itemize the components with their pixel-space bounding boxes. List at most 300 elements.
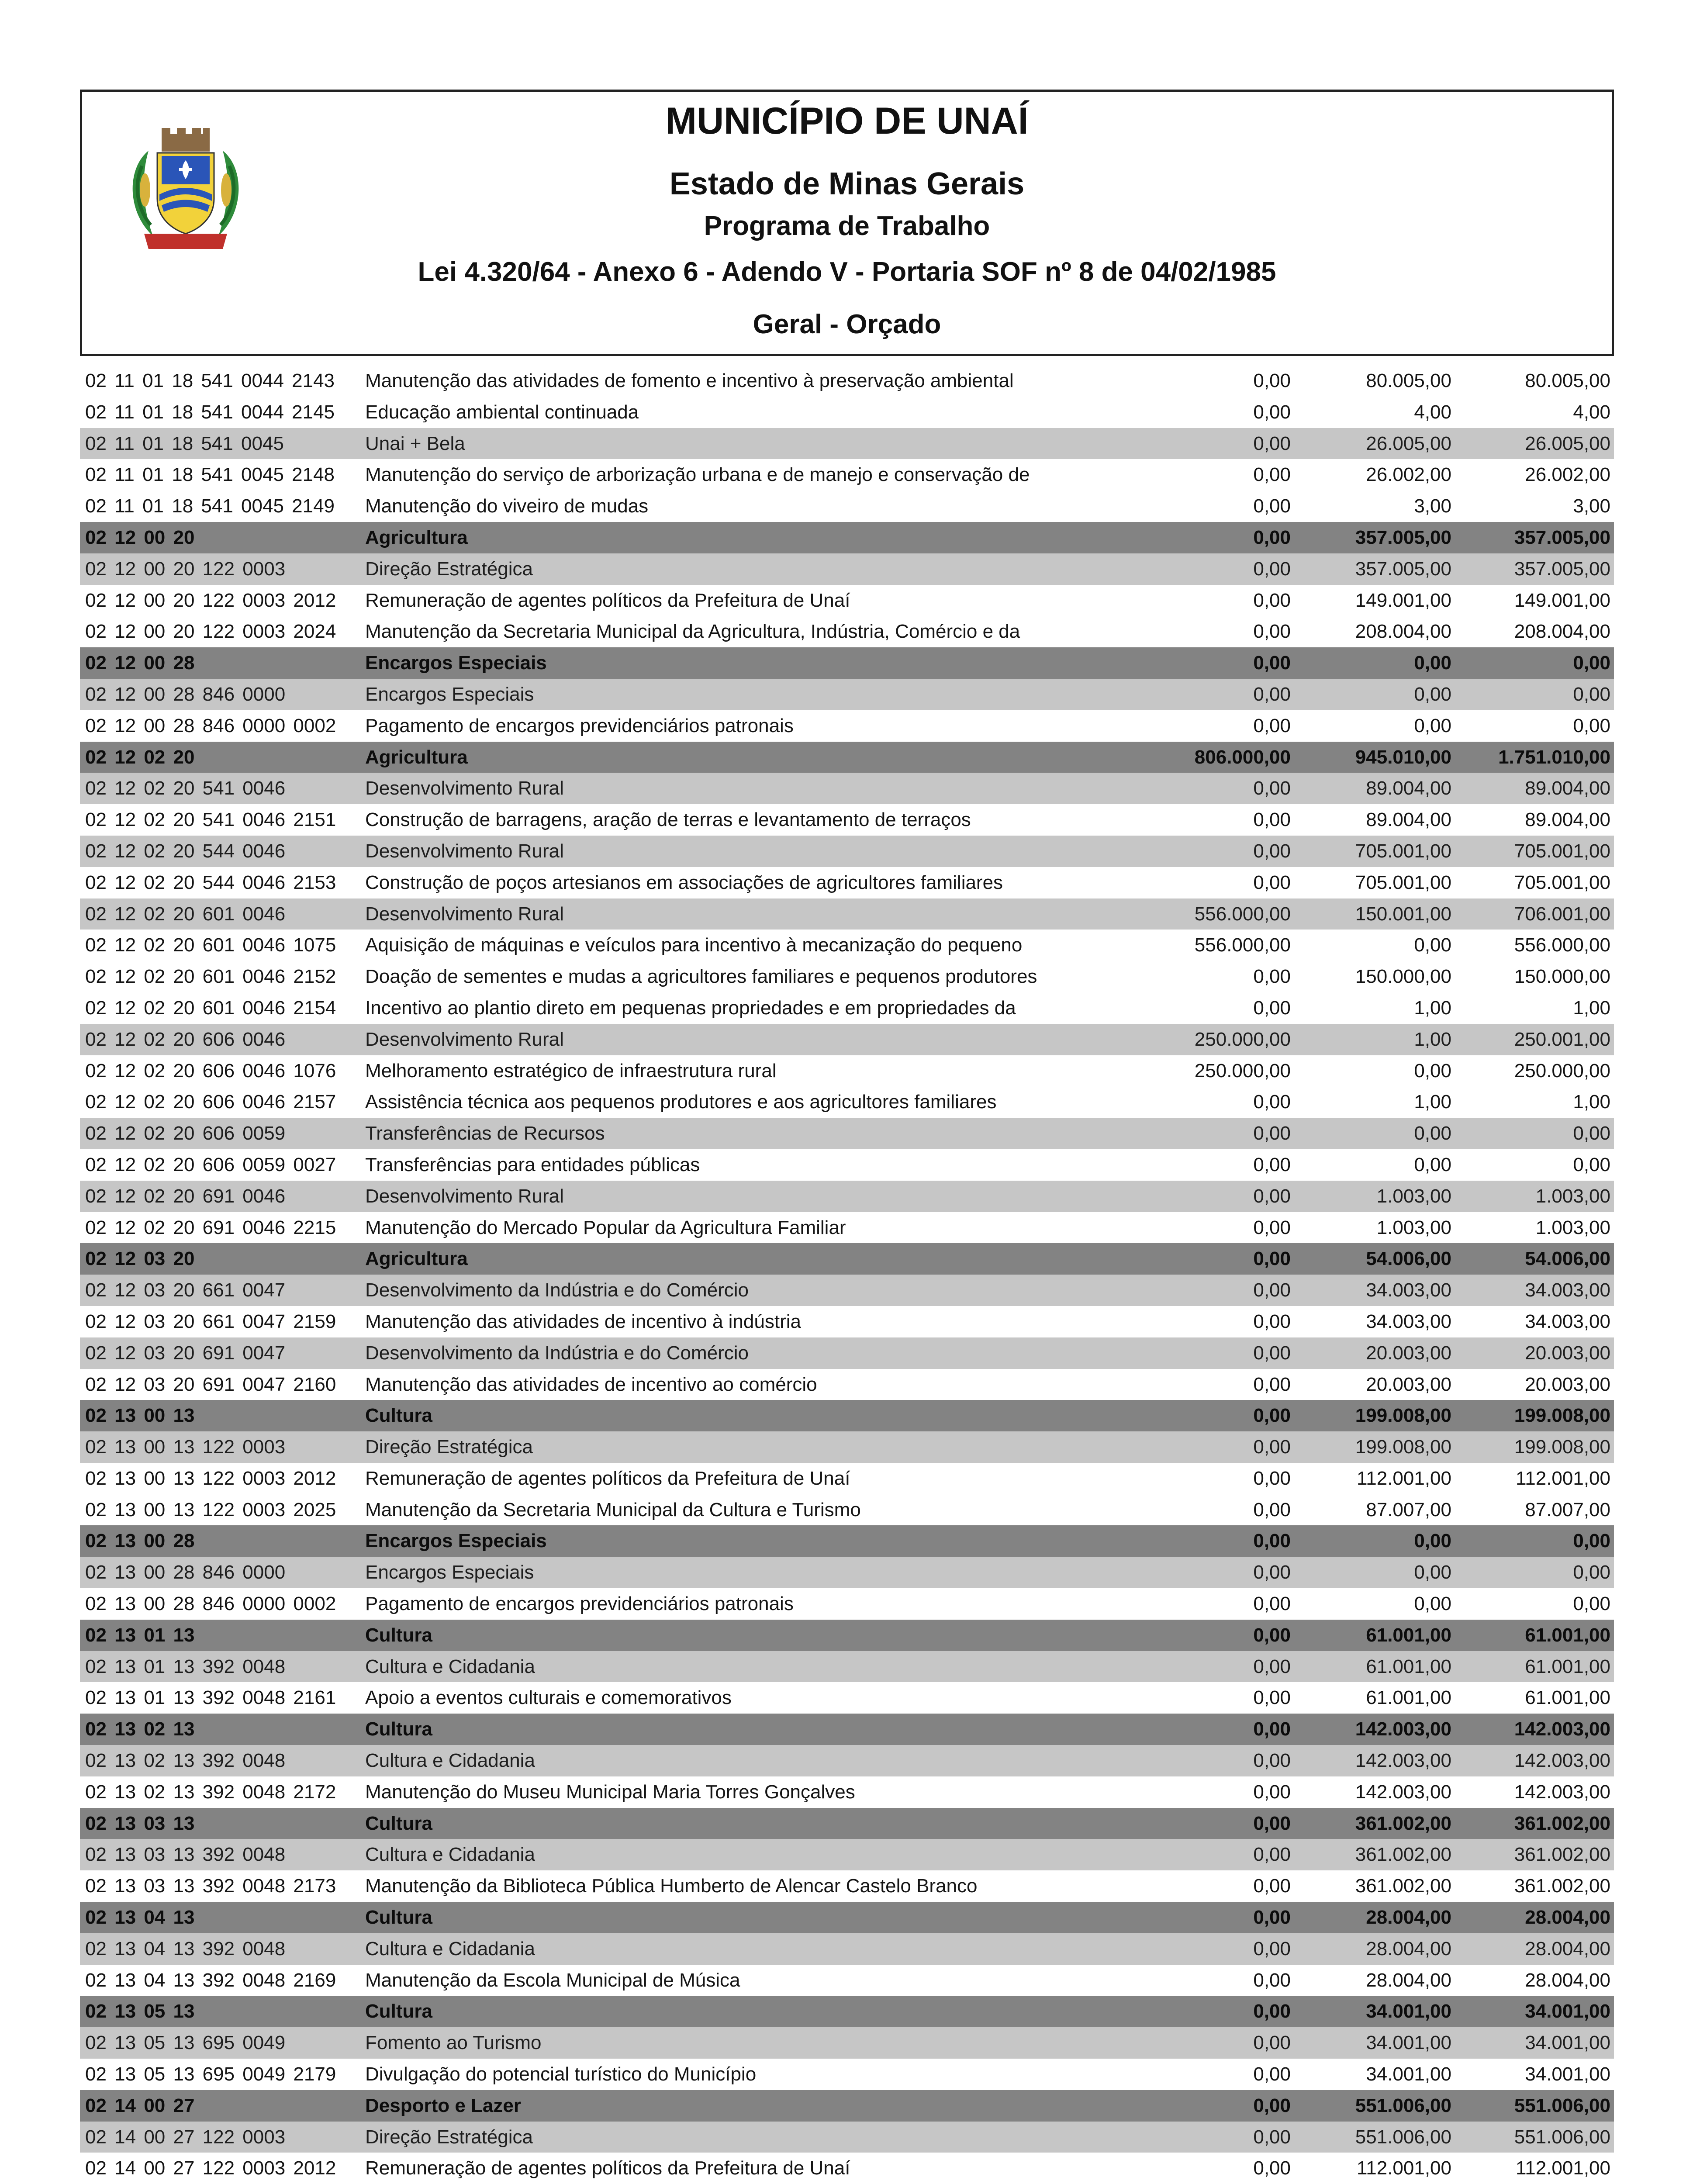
value-total: 150.000,00 [1514,966,1610,988]
subtotal-row [80,836,1614,867]
value-column-2: 0,00 [1414,1060,1451,1082]
value-column-1: 0,00 [1253,1499,1291,1521]
row-description: Direção Estratégica [365,558,533,580]
program-code: 02 13 00 28 [85,1530,195,1552]
value-column-2: 150.000,00 [1355,966,1451,988]
program-code: 02 13 02 13 392 0048 [85,1750,286,1772]
subtotal-row [80,1181,1614,1212]
value-column-2: 1.003,00 [1376,1185,1451,1207]
value-column-2: 142.003,00 [1355,1750,1451,1772]
value-column-1: 0,00 [1253,1279,1291,1301]
value-total: 361.002,00 [1514,1812,1610,1834]
subtotal-row [80,1839,1614,1870]
program-code: 02 13 03 13 392 0048 [85,1844,286,1866]
value-column-1: 0,00 [1253,1310,1291,1332]
value-total: 1.003,00 [1535,1185,1610,1207]
value-total: 361.002,00 [1514,1844,1610,1866]
value-total: 3,00 [1573,495,1610,517]
program-code: 02 13 04 13 [85,1907,195,1928]
group-row [80,1243,1614,1275]
value-total: 4,00 [1573,401,1610,423]
row-description: Manutenção do viveiro de mudas [365,495,649,517]
table-row [80,2059,1614,2090]
row-description: Desenvolvimento Rural [365,840,564,862]
value-total: 34.001,00 [1525,2063,1610,2085]
value-column-1: 0,00 [1253,621,1291,643]
value-total: 357.005,00 [1514,526,1610,548]
value-column-1: 0,00 [1253,558,1291,580]
value-column-2: 61.001,00 [1366,1687,1451,1709]
table-row [80,1965,1614,1996]
program-code: 02 11 01 18 541 0044 2143 [85,370,335,391]
value-column-1: 0,00 [1253,2001,1291,2022]
value-column-1: 0,00 [1253,526,1291,548]
value-total: 361.002,00 [1514,1875,1610,1897]
row-description: Transferências para entidades públicas [365,1154,700,1175]
row-description: Cultura [365,1812,432,1834]
value-column-2: 551.006,00 [1355,2094,1451,2116]
value-column-1: 0,00 [1253,1844,1291,1866]
row-description: Assistência técnica aos pequenos produtores e aos agricultores familiares [365,1091,997,1113]
value-column-2: 199.008,00 [1355,1436,1451,1458]
row-description: Cultura [365,1907,432,1928]
row-description: Desenvolvimento Rural [365,903,564,925]
table-row [80,491,1614,522]
subtotal-row [80,1024,1614,1055]
value-total: 250.000,00 [1514,1060,1610,1082]
program-code: 02 12 02 20 691 0046 [85,1185,286,1207]
value-column-2: 551.006,00 [1355,2126,1451,2148]
value-column-1: 0,00 [1253,589,1291,611]
value-column-1: 0,00 [1253,1687,1291,1709]
table-row [80,365,1614,397]
value-column-2: 4,00 [1414,401,1451,423]
row-description: Construção de barragens, aração de terras e levantamento de terraços [365,809,971,831]
value-column-2: 26.002,00 [1366,464,1451,486]
group-row [80,2090,1614,2122]
budget-table [80,365,1614,2184]
value-total: 112.001,00 [1516,2157,1610,2179]
program-code: 02 12 02 20 601 0046 [85,903,286,925]
value-column-2: 150.001,00 [1355,903,1451,925]
subtotal-row [80,1933,1614,1965]
subtotal-row [80,2027,1614,2059]
table-row [80,2153,1614,2184]
state-title: Estado de Minas Gerais [669,166,1025,201]
value-total: 357.005,00 [1514,558,1610,580]
row-description: Manutenção da Secretaria Municipal da Agricultura, Indústria, Comércio e da [365,621,1020,643]
value-column-2: 705.001,00 [1355,871,1451,893]
value-column-2: 208.004,00 [1355,621,1451,643]
row-description: Encargos Especiais [365,683,534,705]
value-column-2: 199.008,00 [1355,1405,1451,1427]
table-row [80,1369,1614,1400]
row-description: Manutenção da Secretaria Municipal da Cultura e Turismo [365,1499,861,1521]
value-column-2: 34.001,00 [1366,2032,1451,2054]
law-reference: Lei 4.320/64 - Anexo 6 - Adendo V - Portaria SOF nº 8 de 04/02/1985 [418,257,1276,287]
value-column-2: 945.010,00 [1355,746,1451,768]
value-total: 556.000,00 [1514,934,1610,956]
value-column-2: 142.003,00 [1355,1781,1451,1803]
row-description: Desenvolvimento Rural [365,778,564,799]
value-total: 208.004,00 [1514,621,1610,643]
program-code: 02 12 02 20 601 0046 1075 [85,934,336,956]
value-column-2: 142.003,00 [1355,1718,1451,1740]
group-row [80,1620,1614,1651]
value-column-2: 0,00 [1414,1154,1451,1175]
group-row [80,1714,1614,1745]
row-description: Cultura [365,2001,432,2022]
row-description: Encargos Especiais [365,1562,534,1583]
value-column-2: 0,00 [1414,1530,1451,1552]
value-column-1: 0,00 [1253,370,1291,391]
program-code: 02 12 02 20 544 0046 [85,840,286,862]
value-column-2: 61.001,00 [1366,1655,1451,1677]
program-code: 02 12 00 20 122 0003 [85,558,286,580]
value-column-2: 0,00 [1414,683,1451,705]
program-code: 02 13 01 13 392 0048 [85,1655,286,1677]
value-total: 705.001,00 [1514,871,1610,893]
value-column-2: 34.001,00 [1366,2001,1451,2022]
value-column-1: 0,00 [1253,1624,1291,1646]
value-total: 142.003,00 [1514,1750,1610,1772]
program-code: 02 13 00 13 122 0003 2025 [85,1499,336,1521]
program-code: 02 12 02 20 606 0046 1076 [85,1060,336,1082]
value-total: 0,00 [1573,1530,1610,1552]
value-column-1: 0,00 [1253,809,1291,831]
value-column-2: 28.004,00 [1366,1969,1451,1991]
table-row [80,930,1614,961]
row-description: Desporto e Lazer [365,2094,521,2116]
group-row [80,1525,1614,1557]
program-code: 02 13 04 13 392 0048 2169 [85,1969,336,1991]
value-column-1: 0,00 [1253,1373,1291,1395]
value-column-1: 0,00 [1253,1655,1291,1677]
value-total: 61.001,00 [1525,1687,1610,1709]
value-column-2: 28.004,00 [1366,1907,1451,1928]
subtotal-row [80,679,1614,710]
value-total: 87.007,00 [1525,1499,1610,1521]
value-column-2: 0,00 [1414,1562,1451,1583]
row-description: Desenvolvimento Rural [365,1028,564,1050]
value-total: 142.003,00 [1514,1781,1610,1803]
program-code: 02 12 02 20 606 0046 [85,1028,286,1050]
value-column-1: 0,00 [1253,1907,1291,1928]
value-column-1: 0,00 [1253,1562,1291,1583]
table-row [80,616,1614,647]
subtotal-row [80,553,1614,585]
value-column-1: 556.000,00 [1194,903,1291,925]
program-title: Programa de Trabalho [704,211,990,241]
table-row [80,397,1614,428]
value-total: 20.003,00 [1525,1342,1610,1364]
value-total: 0,00 [1573,1562,1610,1583]
program-code: 02 12 00 28 846 0000 0002 [85,715,336,736]
row-description: Manutenção das atividades de incentivo à indústria [365,1310,801,1332]
value-column-2: 1,00 [1414,1028,1451,1050]
value-column-1: 0,00 [1253,1812,1291,1834]
value-column-2: 1,00 [1414,1091,1451,1113]
value-column-1: 0,00 [1253,966,1291,988]
group-row [80,1996,1614,2027]
value-total: 61.001,00 [1525,1624,1610,1646]
table-row [80,710,1614,742]
value-column-1: 0,00 [1253,1875,1291,1897]
program-code: 02 12 00 20 122 0003 2024 [85,621,336,643]
value-column-1: 0,00 [1253,2126,1291,2148]
value-column-2: 0,00 [1414,934,1451,956]
value-column-2: 0,00 [1414,652,1451,674]
value-column-1: 0,00 [1253,1938,1291,1959]
row-description: Manutenção das atividades de incentivo ao comércio [365,1373,817,1395]
program-code: 02 13 05 13 [85,2001,195,2022]
row-description: Encargos Especiais [365,1530,547,1552]
value-column-1: 0,00 [1253,840,1291,862]
value-column-1: 0,00 [1253,997,1291,1019]
value-column-2: 34.003,00 [1366,1310,1451,1332]
row-description: Transferências de Recursos [365,1123,605,1144]
table-row [80,459,1614,491]
table-row [80,867,1614,898]
row-description: Pagamento de encargos previdenciários patronais [365,1593,794,1615]
row-description: Manutenção da Escola Municipal de Música [365,1969,740,1991]
program-code: 02 13 00 28 846 0000 [85,1562,286,1583]
subtotal-row [80,428,1614,460]
program-code: 02 12 02 20 691 0046 2215 [85,1216,336,1238]
report-scope: Geral - Orçado [753,309,941,339]
table-row [80,585,1614,616]
value-column-1: 0,00 [1253,1216,1291,1238]
row-description: Manutenção da Biblioteca Pública Humberto de Alencar Castelo Branco [365,1875,978,1897]
value-column-1: 0,00 [1253,715,1291,736]
value-column-2: 357.005,00 [1355,558,1451,580]
program-code: 02 12 03 20 691 0047 2160 [85,1373,336,1395]
program-code: 02 12 03 20 [85,1248,195,1270]
value-column-2: 34.003,00 [1366,1279,1451,1301]
row-description: Incentivo ao plantio direto em pequenas propriedades e em propriedades da [365,997,1016,1019]
value-total: 250.001,00 [1514,1028,1610,1050]
table-row [80,1055,1614,1087]
value-total: 0,00 [1573,683,1610,705]
program-code: 02 12 02 20 [85,746,195,768]
program-code: 02 13 02 13 392 0048 2172 [85,1781,336,1803]
value-column-2: 361.002,00 [1355,1812,1451,1834]
value-column-2: 89.004,00 [1366,809,1451,831]
row-description: Agricultura [365,1248,468,1270]
value-column-2: 0,00 [1414,1123,1451,1144]
subtotal-row [80,1557,1614,1588]
value-total: 1.003,00 [1535,1216,1610,1238]
value-column-2: 87.007,00 [1366,1499,1451,1521]
program-code: 02 12 00 20 [85,526,195,548]
value-total: 551.006,00 [1514,2126,1610,2148]
value-total: 34.001,00 [1525,2032,1610,2054]
table-row [80,1306,1614,1337]
row-description: Melhoramento estratégico de infraestrutura rural [365,1060,777,1082]
program-code: 02 14 00 27 122 0003 2012 [85,2157,336,2179]
row-description: Educação ambiental continuada [365,401,639,423]
row-description: Cultura [365,1405,432,1427]
value-total: 1,00 [1573,1091,1610,1113]
row-description: Apoio a eventos culturais e comemorativos [365,1687,732,1709]
subtotal-row [80,1275,1614,1306]
value-column-2: 26.005,00 [1366,432,1451,454]
value-column-1: 0,00 [1253,1467,1291,1489]
program-code: 02 12 03 20 661 0047 2159 [85,1310,336,1332]
row-description: Agricultura [365,746,468,768]
value-total: 20.003,00 [1525,1373,1610,1395]
value-column-1: 0,00 [1253,778,1291,799]
value-column-1: 0,00 [1253,2094,1291,2116]
value-total: 551.006,00 [1514,2094,1610,2116]
subtotal-row [80,1118,1614,1149]
subtotal-row [80,1651,1614,1683]
value-column-1: 0,00 [1253,1123,1291,1144]
group-row [80,647,1614,679]
row-description: Manutenção do serviço de arborização urbana e de manejo e conservação de [365,464,1030,486]
value-column-1: 0,00 [1253,2157,1291,2179]
row-description: Unai + Bela [365,432,465,454]
value-total: 61.001,00 [1525,1655,1610,1677]
subtotal-row [80,1337,1614,1369]
row-description: Fomento ao Turismo [365,2032,542,2054]
program-code: 02 11 01 18 541 0044 2145 [85,401,335,423]
program-code: 02 11 01 18 541 0045 2148 [85,464,335,486]
table-row [80,1086,1614,1118]
row-description: Remuneração de agentes políticos da Prefeitura de Unaí [365,589,850,611]
value-column-2: 361.002,00 [1355,1844,1451,1866]
value-column-2: 705.001,00 [1355,840,1451,862]
value-total: 89.004,00 [1525,778,1610,799]
value-total: 0,00 [1573,1154,1610,1175]
group-row [80,1400,1614,1431]
value-column-2: 112.001,00 [1357,1467,1451,1489]
table-row [80,1463,1614,1494]
value-column-1: 0,00 [1253,495,1291,517]
value-total: 26.005,00 [1525,432,1610,454]
table-row [80,1682,1614,1714]
subtotal-row [80,898,1614,930]
municipality-title: MUNICÍPIO DE UNAÍ [665,100,1029,142]
value-column-2: 80.005,00 [1366,370,1451,391]
value-column-1: 0,00 [1253,401,1291,423]
program-code: 02 12 02 20 544 0046 2153 [85,871,336,893]
subtotal-row [80,2122,1614,2153]
value-column-1: 0,00 [1253,1718,1291,1740]
program-code: 02 12 03 20 691 0047 [85,1342,286,1364]
value-column-1: 250.000,00 [1194,1028,1291,1050]
row-description: Manutenção do Mercado Popular da Agricultura Familiar [365,1216,846,1238]
value-column-2: 1.003,00 [1376,1216,1451,1238]
row-description: Cultura [365,1718,432,1740]
value-column-2: 149.001,00 [1355,589,1451,611]
value-column-2: 28.004,00 [1366,1938,1451,1959]
value-total: 80.005,00 [1525,370,1610,391]
row-description: Direção Estratégica [365,2126,533,2148]
value-column-1: 0,00 [1253,1342,1291,1364]
value-total: 149.001,00 [1514,589,1610,611]
program-code: 02 14 00 27 [85,2094,195,2116]
program-code: 02 12 03 20 661 0047 [85,1279,286,1301]
value-column-2: 0,00 [1414,1593,1451,1615]
program-code: 02 12 02 20 601 0046 2154 [85,997,336,1019]
value-column-1: 0,00 [1253,1248,1291,1270]
value-column-2: 20.003,00 [1366,1342,1451,1364]
value-total: 89.004,00 [1525,809,1610,831]
table-row [80,1149,1614,1181]
value-column-2: 0,00 [1414,715,1451,736]
program-code: 02 12 00 20 122 0003 2012 [85,589,336,611]
value-total: 0,00 [1573,715,1610,736]
program-code: 02 12 02 20 606 0059 [85,1123,286,1144]
table-row [80,1588,1614,1620]
value-column-2: 34.001,00 [1366,2063,1451,2085]
value-total: 142.003,00 [1514,1718,1610,1740]
program-code: 02 13 01 13 392 0048 2161 [85,1687,336,1709]
value-total: 54.006,00 [1525,1248,1610,1270]
value-total: 28.004,00 [1525,1907,1610,1928]
value-column-1: 0,00 [1253,1436,1291,1458]
row-description: Doação de sementes e mudas a agricultores familiares e pequenos produtores [365,966,1037,988]
value-column-1: 0,00 [1253,2063,1291,2085]
value-column-1: 0,00 [1253,1405,1291,1427]
program-code: 02 12 02 20 541 0046 2151 [85,809,336,831]
subtotal-row [80,1745,1614,1776]
value-column-1: 0,00 [1253,2032,1291,2054]
value-column-1: 0,00 [1253,1185,1291,1207]
group-row [80,742,1614,773]
value-column-2: 1,00 [1414,997,1451,1019]
value-total: 34.003,00 [1525,1279,1610,1301]
group-row [80,522,1614,553]
value-column-1: 0,00 [1253,1969,1291,1991]
value-column-1: 0,00 [1253,1530,1291,1552]
value-column-2: 361.002,00 [1355,1875,1451,1897]
row-description: Manutenção do Museu Municipal Maria Torres Gonçalves [365,1781,855,1803]
value-total: 0,00 [1573,652,1610,674]
table-row [80,1870,1614,1902]
value-column-2: 112.001,00 [1357,2157,1451,2179]
program-code: 02 12 02 20 601 0046 2152 [85,966,336,988]
table-row [80,1494,1614,1526]
row-description: Agricultura [365,526,468,548]
program-code: 02 14 00 27 122 0003 [85,2126,286,2148]
program-code: 02 13 00 13 122 0003 [85,1436,286,1458]
program-code: 02 13 00 28 846 0000 0002 [85,1593,336,1615]
program-code: 02 12 00 28 846 0000 [85,683,286,705]
row-description: Cultura e Cidadania [365,1844,535,1866]
row-description: Manutenção das atividades de fomento e incentivo à preservação ambiental [365,370,1014,391]
value-total: 1.751.010,00 [1498,746,1610,768]
program-code: 02 13 03 13 392 0048 2173 [85,1875,336,1897]
value-column-1: 0,00 [1253,652,1291,674]
table-row [80,804,1614,836]
program-code: 02 11 01 18 541 0045 2149 [85,495,335,517]
value-column-1: 0,00 [1253,871,1291,893]
group-row [80,1808,1614,1839]
value-column-2: 54.006,00 [1366,1248,1451,1270]
program-code: 02 12 02 20 541 0046 [85,778,286,799]
value-column-1: 0,00 [1253,1781,1291,1803]
value-total: 28.004,00 [1525,1938,1610,1959]
value-column-1: 0,00 [1253,683,1291,705]
program-code: 02 13 05 13 695 0049 [85,2032,286,2054]
subtotal-row [80,1431,1614,1463]
program-code: 02 11 01 18 541 0045 [85,432,284,454]
program-code: 02 13 02 13 [85,1718,195,1740]
table-row [80,961,1614,992]
value-total: 0,00 [1573,1123,1610,1144]
